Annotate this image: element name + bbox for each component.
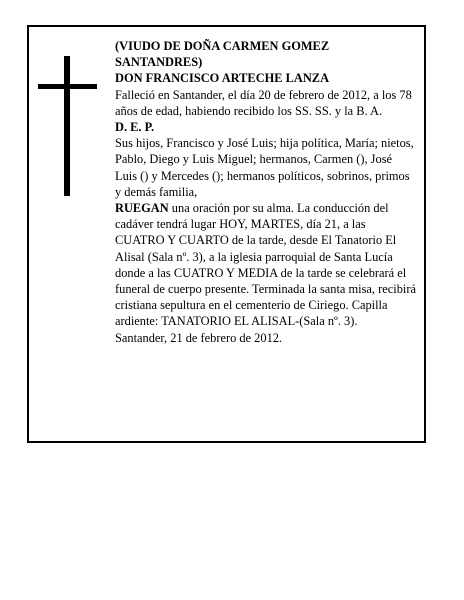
deceased-name: DON FRANCISCO ARTECHE LANZA	[115, 71, 330, 86]
cross-vertical-bar	[64, 56, 70, 196]
obituary-text	[115, 38, 417, 346]
request-body: una oración por su alma. La conducción del cadáver tendrá lugar HOY, MARTES, día 21, a las CUATRO Y CUARTO de la tarde, desde El Tanatorio El Alisal (Sala nº. 3), a la iglesia parroquial de Santa Lucía donde a las CUATRO Y MEDIA de la tarde se celebrará el funeral de cuerpo presente. Terminada la santa misa, recibirá cristiana sepultura en el cementerio de Ciriego. Capilla ardiente: TANATORIO EL ALISAL-(Sala nº. 3).	[115, 201, 416, 329]
death-info: Falleció en Santander, el día 20 de febrero de 2012, a los 78 años de edad, habiendo recibido los SS. SS. y la B. A.	[115, 87, 412, 118]
widower-line: (VIUDO DE DOÑA CARMEN GOMEZ SANTANDRES)	[115, 39, 330, 70]
request-lead: RUEGAN	[115, 201, 169, 216]
request-paragraph	[115, 200, 417, 330]
family-list: Sus hijos, Francisco y José Luis; hija política, María; nietos, Pablo, Diego y Luis Miguel; hermanos, Carmen (), José Luis () y Mercedes (); hermanos políticos, sobrinos, primos y demás familia,	[115, 136, 414, 199]
cross-horizontal-bar	[38, 84, 97, 89]
rip-line: D. E. P.	[115, 120, 155, 135]
place-date: Santander, 21 de febrero de 2012.	[115, 330, 283, 345]
